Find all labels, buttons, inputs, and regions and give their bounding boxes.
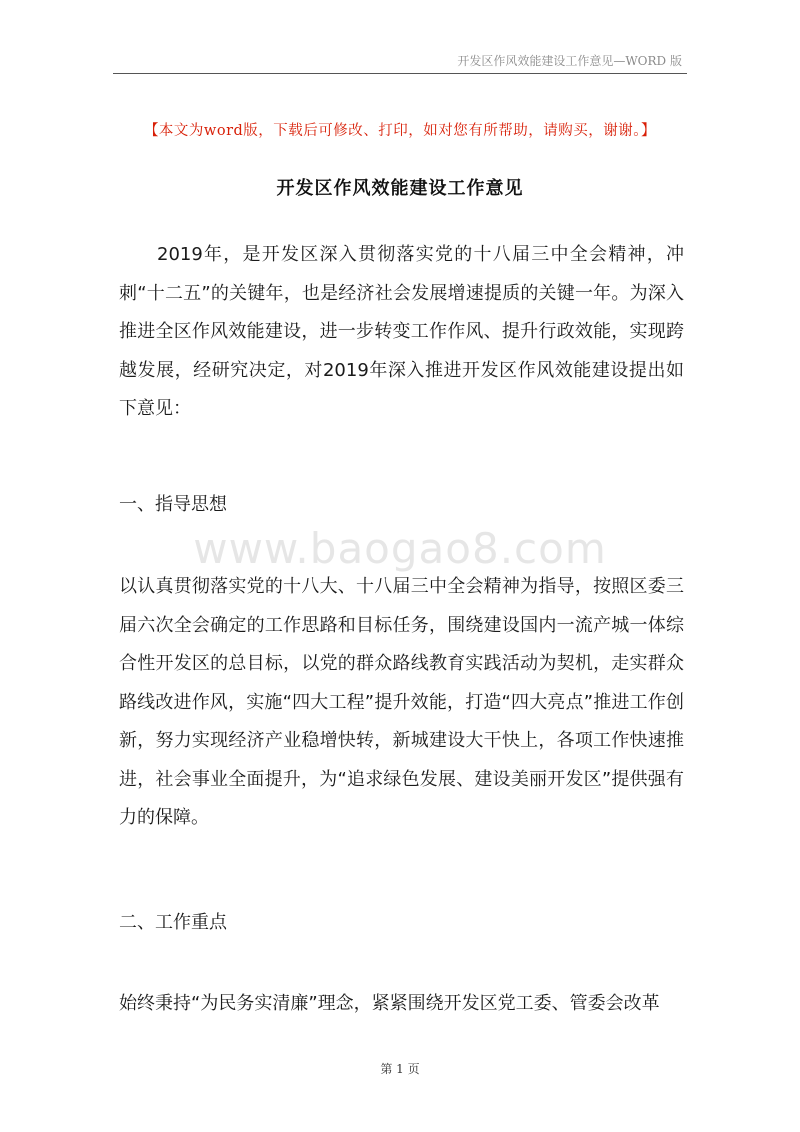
running-header: 开发区作风效能建设工作意见—WORD 版 <box>457 54 682 68</box>
download-notice: 【本文为word版，下载后可修改、打印，如对您有所帮助，请购买，谢谢。】 <box>143 123 657 139</box>
section1-paragraph: 以认真贯彻落实党的十八大、十八届三中全会精神为指导，按照区委三届六次全会确定的工作思路和目标任务，围绕建设国内一流产城一体综合性开发区的总目标，以党的群众路线教育实践活动为契机，走实群众路线改进作风，实施“四大工程”提升效能，打造“四大亮点”推进工作创新，努力实现经济产业稳增快转，新城建设大干快上，各项工作快速推进，社会事业全面提升，为“追求绿色发展、建设美丽开发区”提供强有力的保障。 <box>119 576 684 828</box>
intro-paragraph: 2019年，是开发区深入贯彻落实党的十八届三中全会精神，冲刺“十二五”的关键年，也是经济社会发展增速提质的关键一年。为深入推进全区作风效能建设，进一步转变工作作风、提升行政效能，实现跨越发展，经研究决定，对2019年深入推进开发区作风效能建设提出如下意见： <box>119 244 684 419</box>
header-divider <box>113 73 687 74</box>
section-heading-guiding-ideology: 一、指导思想 <box>119 494 227 515</box>
page-number: 第 1 页 <box>380 1062 420 1076</box>
watermark: www.baogao8.com <box>193 524 607 573</box>
section2-paragraph: 始终秉持“为民务实清廉”理念，紧紧围绕开发区党工委、管委会改革 <box>119 993 660 1014</box>
section-heading-work-focus: 二、工作重点 <box>119 912 227 933</box>
document-title: 开发区作风效能建设工作意见 <box>276 178 524 199</box>
